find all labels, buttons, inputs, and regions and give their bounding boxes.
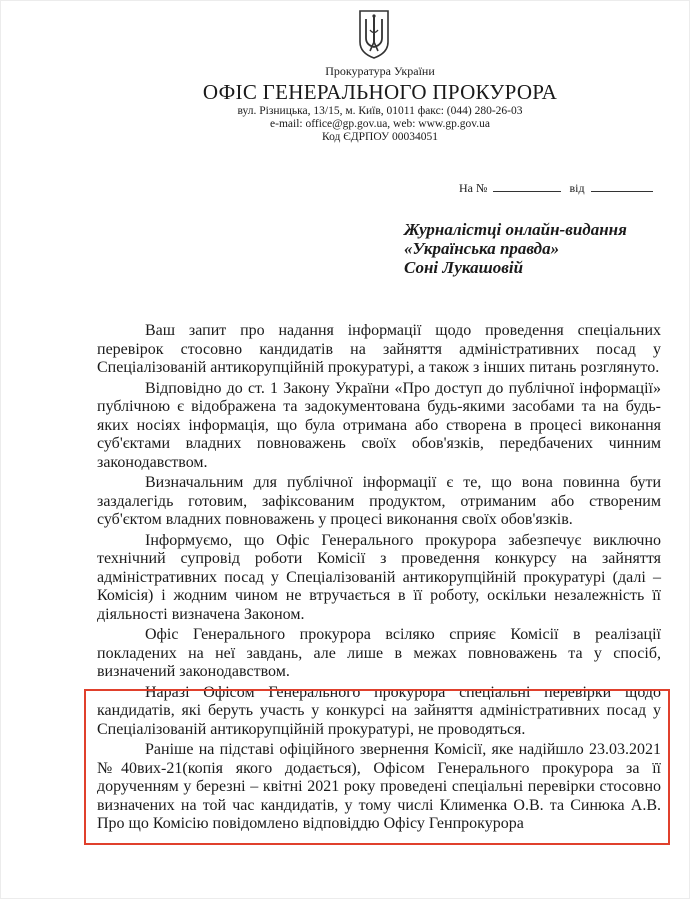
addressee-line: «Українська правда» — [404, 239, 560, 258]
office-title: ОФІС ГЕНЕРАЛЬНОГО ПРОКУРОРА — [202, 80, 558, 104]
body-paragraph: Офіс Генерального прокурора всіляко сприяє Комісії в реалізації покладених на неї завдань, але лише в межах повноважень та у спосіб, визначений законодавством. — [97, 626, 661, 680]
highlighted-paragraph: Раніше на підставі офіційного звернення Комісії, яке надійшло 23.03.2021 №40вих-21(копія якого додається), Офісом Генерального прокурора за її дорученням у березні – квітні 2021 року проведені спеціальні перевірки стосовно визначених на той час кандидатів, у тому числі Клименка О.В. та Синюка А.В. Про що Комісію повідомлено відповіддю Офісу Генпрокурора — [97, 741, 661, 832]
addressee-line: Соні Лукашовій — [404, 258, 524, 277]
reference-line — [459, 181, 653, 196]
ministry-name: Прокуратура України — [325, 64, 435, 78]
highlight-box — [84, 689, 670, 845]
trident-emblem-icon — [355, 8, 393, 60]
reference-number-label: На № — [459, 181, 488, 195]
reference-date-blank — [591, 181, 653, 192]
reference-date-label: від — [569, 181, 585, 195]
body-paragraph: Визначальним для публічної інформації є те, що вона повинна бути заздалегідь готовим, зафіксованим продуктом, отриманим або створеним суб'єктом владних повноважень у процесі виконання своїх обов'язків. — [97, 474, 661, 528]
body-paragraph: Інформуємо, що Офіс Генерального прокурора забезпечує виключно технічний супровід роботи Комісії з проведення конкурсу на зайняття адміністративних посад у Спеціалізованій антикорупційній прокуратурі (далі – Комісія) і жодним чином не втручається в її роботу, оскільки незалежність її діяльності визначена Законом. — [97, 531, 661, 623]
reference-number-blank — [493, 181, 561, 192]
addressee-line: Журналістці онлайн-видання — [404, 220, 627, 239]
office-address: вул. Різницька, 13/15, м. Київ, 01011 факс: (044) 280-26-03 — [237, 105, 523, 117]
body-paragraph: Ваш запит про надання інформації щодо проведення спеціальних перевірок стосовно кандидатів на зайняття адміністративних посад у Спеціалізованій антикорупційній прокуратурі, а також з інших питань розглянуто. — [97, 322, 661, 376]
office-email: e-mail: office@gp.gov.ua, web: www.gp.gov.ua — [270, 118, 490, 130]
office-code: Код ЄДРПОУ 00034051 — [321, 131, 439, 143]
highlighted-paragraph: Наразі Офісом Генерального прокурора спеціальні перевірки щодо кандидатів, які беруть участь у конкурсі на зайняття адміністративних посад у Спеціалізованій антикорупційній прокуратурі, не проводяться. — [97, 683, 661, 738]
body-paragraph: Відповідно до ст. 1 Закону України «Про доступ до публічної інформації» публічною є відображена та задокументована будь-якими засобами та на будь-яких носіях інформація, що була отримана або створена в процесі виконання суб'єктами владних повноважень своїх обов'язків, передбачених чинним законодавством. — [97, 379, 661, 471]
addressee-block — [404, 220, 627, 277]
